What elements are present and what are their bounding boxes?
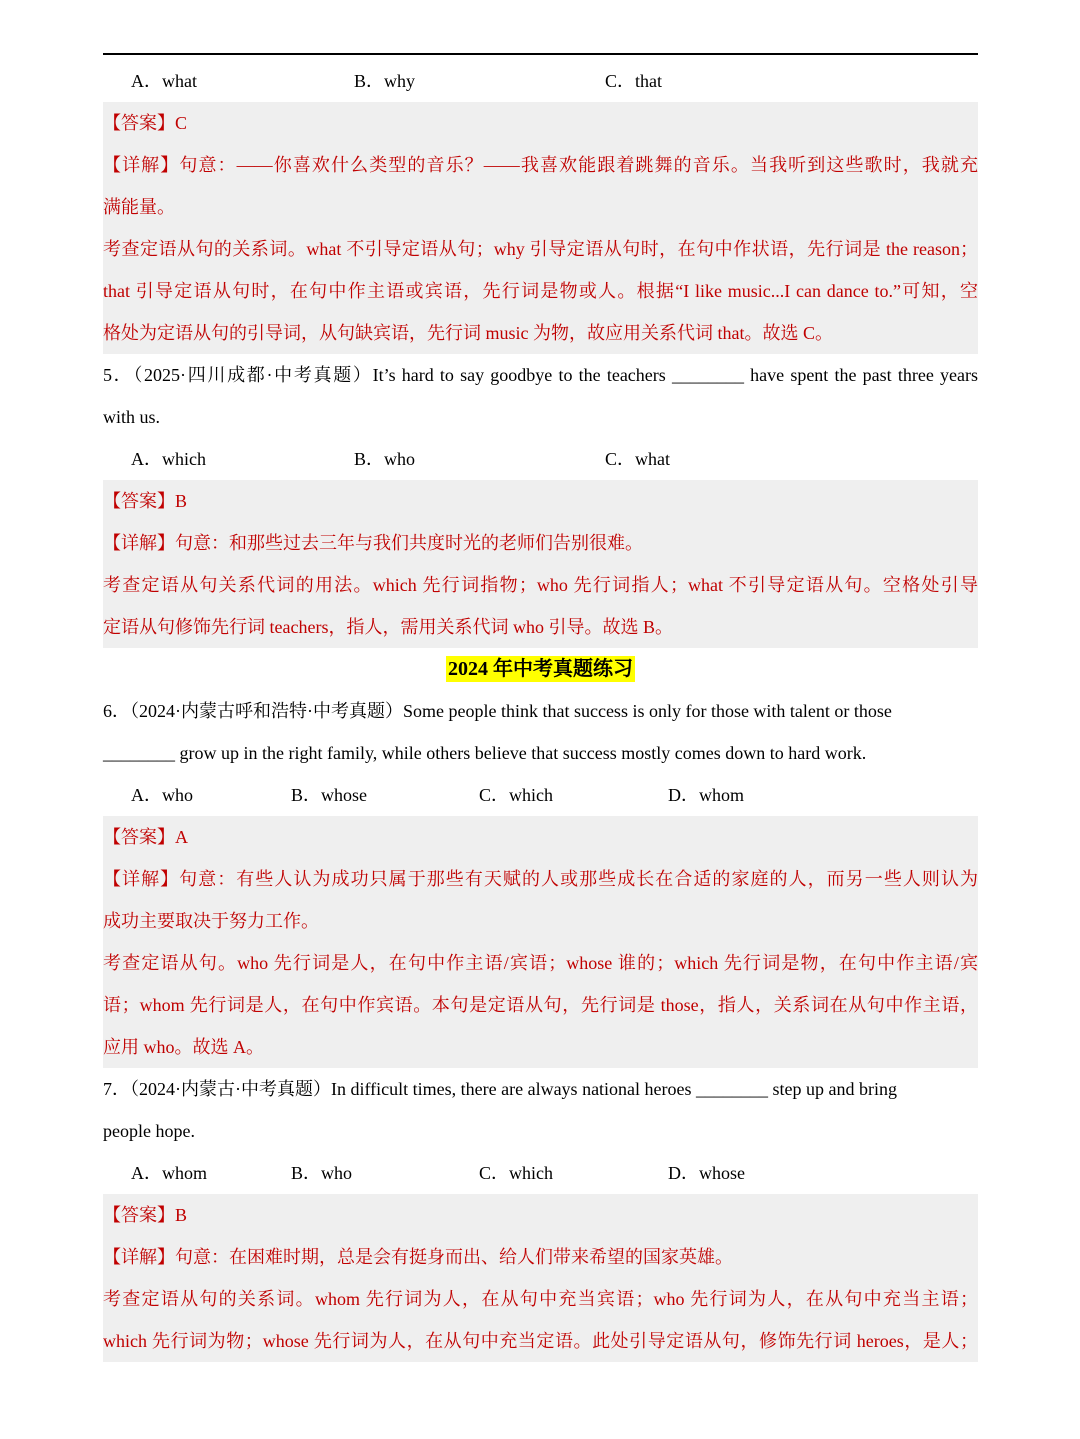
q6-explain-line: 应用 who。故选 A。	[103, 1037, 264, 1057]
header-rule	[103, 53, 978, 55]
q5-option-a: A．which	[131, 449, 206, 469]
q5-explain-line: 定语从句修饰先行词 teachers，指人，需用关系代词 who 引导。故选 B。	[103, 617, 673, 637]
q5-answer: 【答案】B	[103, 491, 188, 511]
q6-explain-line: 语；whom 先行词是人，在句中作宾语。本句是定语从句，先行词是 those，指人，关系词在从句中作主语，	[103, 995, 978, 1015]
q5-answer-block	[103, 480, 978, 648]
q7-explain-line: which 先行词为物；whose 先行词为人，在从句中充当定语。此处引导定语从句，修饰先行词 heroes，是人；	[103, 1331, 978, 1351]
q7-option-a: A．whom	[131, 1163, 207, 1183]
q7-stem-line: 7．（2024·内蒙古·中考真题）In difficult times, there are always national heroes ________ step up and bring	[103, 1079, 898, 1099]
q6-option-b: B．whose	[291, 785, 367, 805]
q7-explain-line: 考查定语从句的关系词。whom 先行词为人，在从句中充当宾语；who 先行词为人，在从句中充当主语；	[103, 1289, 978, 1309]
q7-explain-line: 【详解】句意：在困难时期，总是会有挺身而出、给人们带来希望的国家英雄。	[103, 1247, 733, 1267]
q6-option-a: A．who	[131, 785, 193, 805]
q4-explain-line: 满能量。	[103, 197, 175, 217]
section-heading-text: 2024 年中考真题练习	[448, 658, 633, 680]
q6-options	[103, 774, 978, 816]
q5-stem-line: with us.	[103, 407, 161, 427]
q7-options	[103, 1152, 978, 1194]
q5-option-b: B．who	[354, 449, 416, 469]
q7-option-b: B．who	[291, 1163, 353, 1183]
q6-answer-block	[103, 816, 978, 1068]
q6-explain-line: 【详解】句意：有些人认为成功只属于那些有天赋的人或那些成长在合适的家庭的人，而另一些人则认为	[103, 869, 978, 889]
section-heading	[103, 648, 978, 690]
q7-stem-line: people hope.	[103, 1121, 195, 1141]
q7-option-c: C．which	[479, 1163, 553, 1183]
q6-stem-line: ________ grow up in the right family, while others believe that success mostly comes down to hard work.	[103, 743, 867, 763]
q6-explain-line: 考查定语从句。who 先行词是人，在句中作主语/宾语；whose 谁的；which 先行词是物，在句中作主语/宾	[103, 953, 978, 973]
q7-answer: 【答案】B	[103, 1205, 188, 1225]
q6-answer: 【答案】A	[103, 827, 188, 847]
q5-options	[103, 438, 978, 480]
q6-option-d: D．whom	[668, 785, 744, 805]
q5-explain-line: 【详解】句意：和那些过去三年与我们共度时光的老师们告别很难。	[103, 533, 643, 553]
q6-option-c: C．which	[479, 785, 553, 805]
q7-option-d: D．whose	[668, 1163, 745, 1183]
q4-explain-line: 【详解】句意：——你喜欢什么类型的音乐？——我喜欢能跟着跳舞的音乐。当我听到这些歌时，我就充	[103, 155, 978, 175]
q5-stem-line: 5．（2025·四川成都·中考真题）It’s hard to say goodbye to the teachers ________ have spent the past three years	[103, 365, 978, 385]
q4-explain-line: that 引导定语从句时，在句中作主语或宾语，先行词是物或人。根据“I like music...I can dance to.”可知，空	[103, 281, 978, 301]
q4-option-b: B．why	[354, 71, 416, 91]
q4-answer: 【答案】C	[103, 113, 188, 133]
q4-answer-block	[103, 102, 978, 354]
q5-explain-line: 考查定语从句关系代词的用法。which 先行词指物；who 先行词指人；what 不引导定语从句。空格处引导	[103, 575, 978, 595]
q4-option-a: A．what	[131, 71, 197, 91]
q4-explain-line: 格处为定语从句的引导词，从句缺宾语，先行词 music 为物，故应用关系代词 that。故选 C。	[103, 323, 833, 343]
q6-explain-line: 成功主要取决于努力工作。	[103, 911, 319, 931]
q5-option-c: C．what	[605, 449, 670, 469]
q4-options	[103, 60, 978, 102]
document-content	[103, 60, 978, 1362]
q6-stem-line: 6．（2024·内蒙古呼和浩特·中考真题）Some people think that success is only for those with talent or those	[103, 701, 892, 721]
q4-option-c: C．that	[605, 71, 662, 91]
q7-answer-block	[103, 1194, 978, 1362]
q4-explain-line: 考查定语从句的关系词。what 不引导定语从句；why 引导定语从句时，在句中作状语，先行词是 the reason；	[103, 239, 978, 259]
